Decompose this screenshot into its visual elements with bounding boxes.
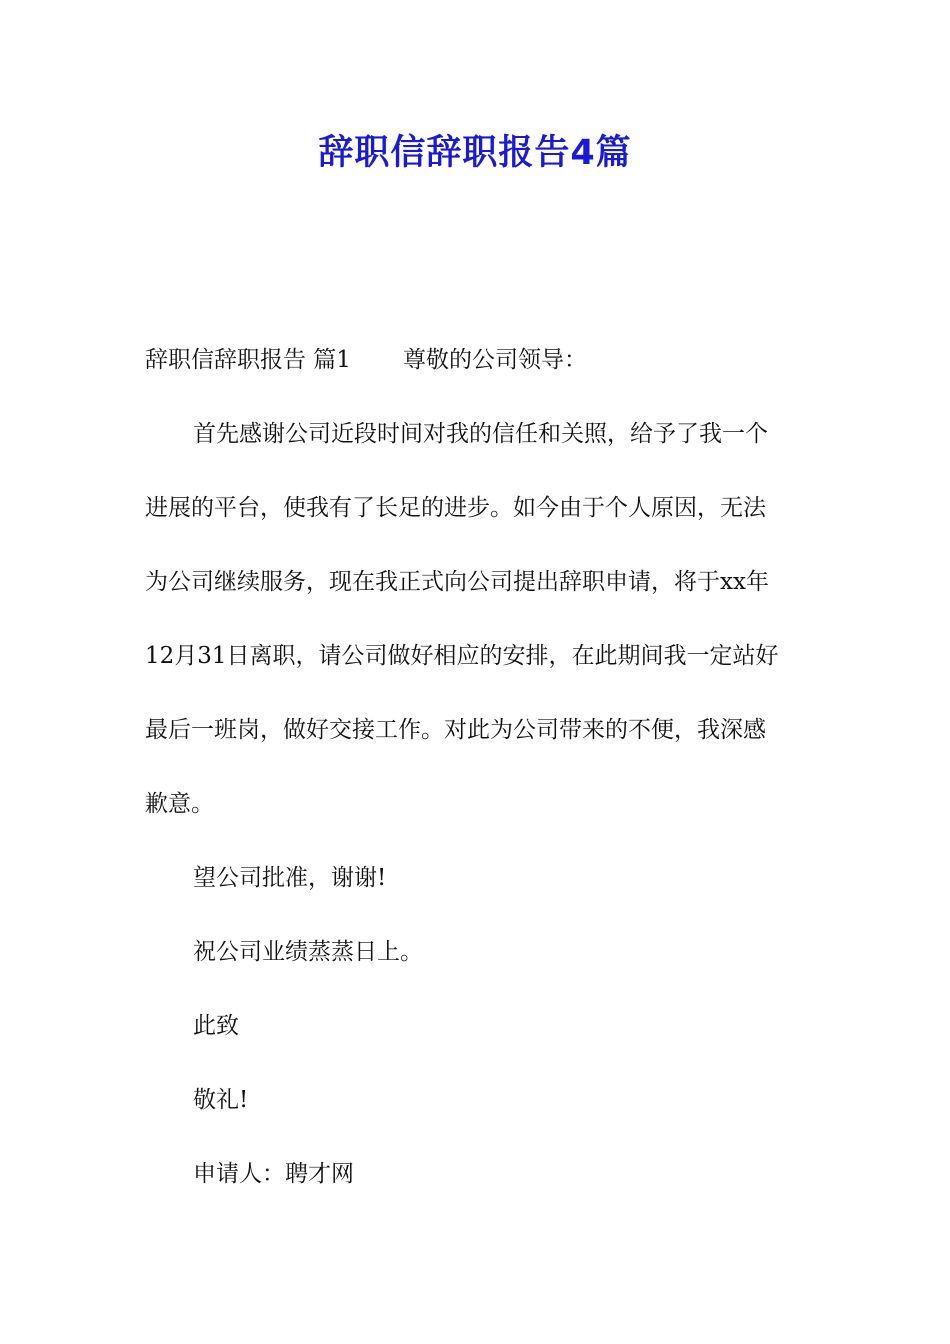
request-line: 望公司批准，谢谢! <box>193 865 387 891</box>
paragraph-line: 最后一班岗，做好交接工作。对此为公司带来的不便，我深感 <box>145 717 766 743</box>
paragraph-line: 进展的平台，使我有了长足的进步。如今由于个人原因，无法 <box>145 495 766 521</box>
paragraph-line: 首先感谢公司近段时间对我的信任和关照，给予了我一个 <box>193 421 768 447</box>
applicant-line: 申请人：聘才网 <box>193 1161 354 1187</box>
closing-line: 此致 <box>193 1013 239 1039</box>
wish-line: 祝公司业绩蒸蒸日上。 <box>193 939 423 965</box>
document-title: 辞职信辞职报告4篇 <box>318 133 632 173</box>
paragraph-line: 为公司继续服务，现在我正式向公司提出辞职申请，将于xx年 <box>145 569 769 595</box>
salutation: 尊敬的公司领导： <box>402 347 587 373</box>
section-heading: 辞职信辞职报告 篇1 <box>145 347 351 373</box>
paragraph-line: 歉意。 <box>145 791 214 817</box>
paragraph-line: 12月31日离职，请公司做好相应的安排，在此期间我一定站好 <box>145 643 779 669</box>
heading-line <box>145 344 950 376</box>
closing-line: 敬礼! <box>193 1087 249 1113</box>
